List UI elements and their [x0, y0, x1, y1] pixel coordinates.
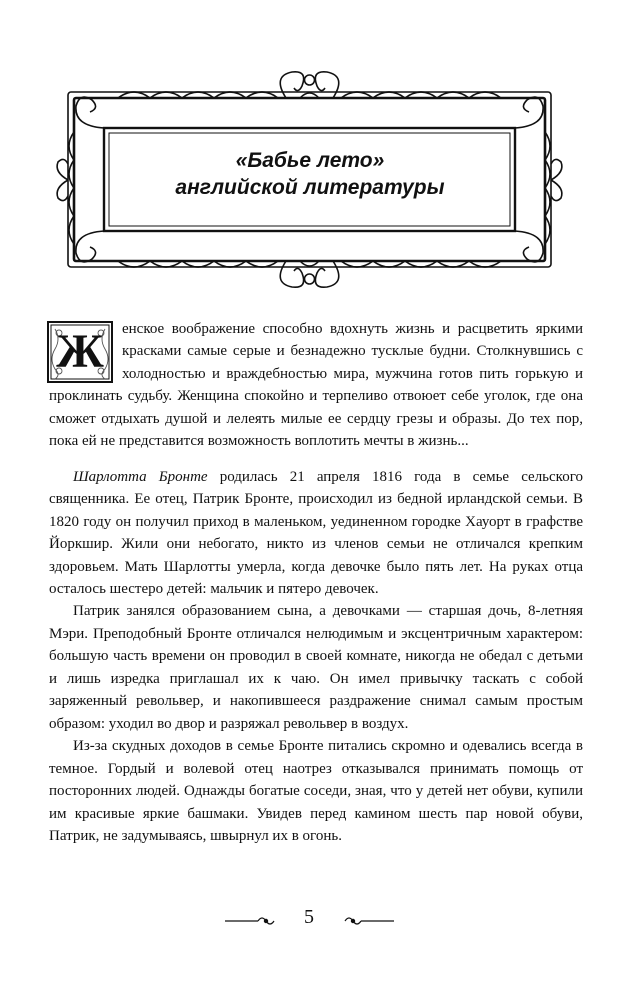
page-number: 5 — [304, 906, 314, 928]
chapter-title-line-1: «Бабье лето» — [235, 149, 385, 172]
chapter-body — [49, 318, 583, 847]
drop-cap-ornament — [47, 321, 113, 383]
intro-paragraph — [49, 318, 583, 453]
intro-text: енское воображение способно вдохнуть жизнь и расцветить яркими красками самые серые и безнадежно тусклые будни. Столкнувшись с холодностью и враждебностью мира, мужчина готов пить горькую и проклинать судьбу. Женщина спокойно и терпеливо отвоюет себе уголок, где она сможет отдыхать душой и лелеять милые ее сердцу грезы и образы. До тех пор, пока ей не представится возможность воплотить мечты в жизнь... — [49, 321, 583, 450]
paragraph-3: Из-за скудных доходов в семье Бронте питались скромно и одевались всегда в темное. Гордый и волевой отец наотрез отказывался принимать помощь от посторонних людей. Однажды богатые соседи, зная, что у детей нет обуви, купили им красивые яркие башмаки. Увидев перед камином шесть пар новой обуви, Патрик, не задумываясь, швырнул их в огонь. — [49, 738, 583, 844]
paragraph-2: Патрик занялся образованием сына, а девочками — старшая дочь, 8-летняя Мэри. Преподобный Бронте отличался нелюдимым и эксцентричным характером: большую часть времени он проводил в своей комнате, никогда не обедал с детьми и лишь изредка приглашал их к чаю. Он имел привычку таскать с собой заряженный револьвер, и накопившееся раздражение снимал самым простым образом: уходил во двор и разряжал револьвер в воздух. — [49, 603, 583, 732]
paragraph-1 — [49, 466, 583, 601]
chapter-title — [150, 147, 470, 201]
drop-cap-letter: Ж — [56, 325, 104, 378]
page-footer — [0, 904, 619, 934]
chapter-title-line-2: английской литературы — [175, 176, 445, 199]
paragraph-1-text: родилась 21 апреля 1816 года в семье сельского священника. Ее отец, Патрик Бронте, происходил из бедной ирландской семьи. В 1820 году он получил приход в маленьком, уединенном городке Хауорт в графстве Йоркшир. Жили они небогато, никто из членов семьи не отличался крепким здоровьем. Мать Шарлотты умерла, когда девочке было пять лет. На руках отца осталось шестеро детей: мальчик и пятеро девочек. — [49, 468, 583, 597]
person-name-italic: Шарлотта Бронте — [73, 468, 208, 485]
